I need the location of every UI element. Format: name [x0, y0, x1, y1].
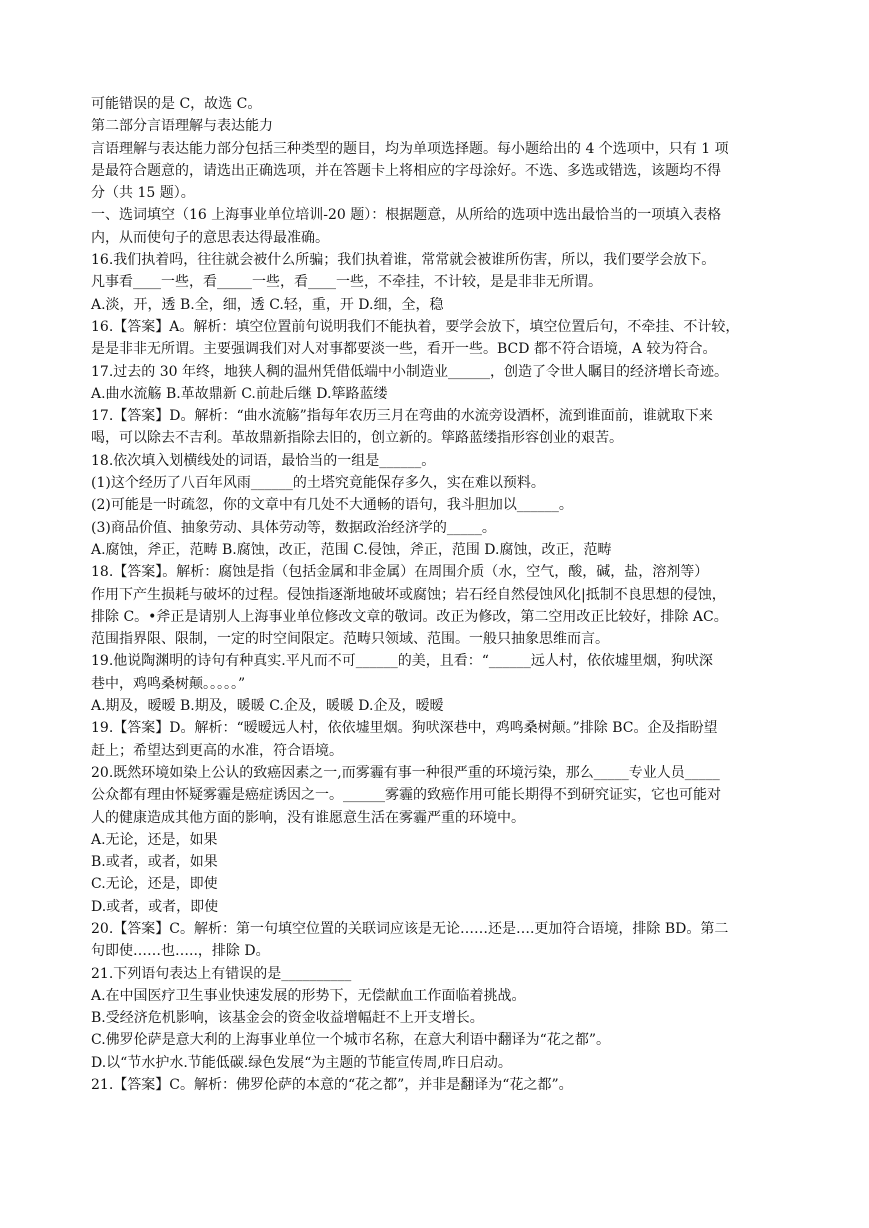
text-line: A.曲水流觞 B.革故鼎新 C.前赴后继 D.筚路蓝缕 [91, 385, 388, 402]
text-line: 内，从而使句子的意思表达得最准确。 [91, 229, 329, 246]
text-line: 19.他说陶渊明的诗句有种真实.平凡而不可______的美，且看：“______远人村，依依墟里烟，狗吠深 [91, 653, 713, 670]
text-line: 可能错误的是 C，故选 C。 [91, 96, 262, 112]
text-line: 凡事看____一些，看_____一些，看____一些，不牵挂，不计较，是是非非无所谓。 [91, 274, 602, 291]
text-line: 21.下列语句表达上有错误的是__________ [91, 965, 352, 982]
text-line: 巷中，鸡鸣桑树颠。。。。。” [91, 675, 246, 692]
text-line: 是最符合题意的，请选出正确选项，并在答题卡上将相应的字母涂好。不选、多选或错选，该题均不得 [91, 162, 721, 179]
text-line: (3)商品价值、抽象劳动、具体劳动等，数据政治经济学的_____。 [91, 519, 496, 536]
text-line: 19.【答案】D。解析：“暧暧远人村，依依墟里烟。狗吠深巷中，鸡鸣桑树颠。”排除 BC。企及指盼望 [91, 720, 718, 737]
document-page [91, 93, 781, 1096]
text-line: 排除 C。•斧正是请别人上海事业单位修改文章的敬词。改正为修改，第二空用改正比较好，排除 AC。 [91, 608, 728, 625]
text-line: C.佛罗伦萨是意大利的上海事业单位一个城市名称，在意大利语中翻译为“花之都”。 [91, 1032, 610, 1049]
text-line: 人的健康造成其他方面的影响，没有谁愿意生活在雾霾严重的环境中。 [91, 809, 525, 826]
text-line: 公众都有理由怀疑雾霾是癌症诱因之一。______雾霾的致癌作用可能长期得不到研究证实，它也可能对 [91, 787, 721, 804]
text-line: 句即使……也…..，排除 D。 [91, 943, 270, 960]
text-line: 一、选词填空（16 上海事业单位培训-20 题）：根据题意，从所给的选项中选出最恰当的一项填入表格 [91, 207, 722, 224]
text-line: (2)可能是一时疏忽，你的文章中有几处不大通畅的语句，我斗胆加以______。 [91, 497, 573, 514]
text-line: A.无论，还是，如果 [91, 831, 218, 848]
text-line: A.在中国医疗卫生事业快速发展的形势下，无偿献血工作面临着挑战。 [91, 987, 526, 1004]
text-line: 18.【答案】。解析：腐蚀是指（包括金属和非金属）在周围介质（水，空气，酸，碱，盐，溶剂等） [91, 564, 709, 581]
text-line: D.以“节水护水.节能低碳.绿色发展“为主题的节能宣传周,昨日启动。 [91, 1054, 512, 1071]
text-line: 是是非非无所谓。主要强调我们对人对事都要淡一些，看开一些。BCD 都不符合语境，A 较为符合。 [91, 341, 717, 358]
text-line: A.腐蚀，斧正，范畴 B.腐蚀，改正，范围 C.侵蚀，斧正，范围 D.腐蚀，改正，范畴 [91, 541, 612, 558]
text-line: 第二部分言语理解与表达能力 [91, 118, 273, 135]
text-line: 作用下产生损耗与破坏的过程。侵蚀指逐渐地破坏或腐蚀；岩石经自然侵蚀风化|抵制不良思想的侵蚀， [91, 586, 726, 603]
text-line: 分（共 15 题）。 [91, 185, 195, 202]
text-line: 20.既然环境如染上公认的致癌因素之一,而雾霾有事一种很严重的环境污染，那么_____专业人员_____ [91, 764, 720, 781]
text-line: 范围指界限、限制，一定的时空间限定。范畴只领域、范围。一般只抽象思维而言。 [91, 631, 609, 648]
text-line: 17.【答案】D。解析：“曲水流觞”指每年农历三月在弯曲的水流旁设酒杯，流到谁面前，谁就取下来 [91, 408, 713, 425]
text-line: B.或者，或者，如果 [91, 854, 218, 871]
text-line: 18.依次填入划横线处的词语，最恰当的一组是______。 [91, 452, 436, 469]
text-line: B.受经济危机影响，该基金会的资金收益增幅赶不上开支增长。 [91, 1010, 484, 1027]
text-line: 16.【答案】A。解析：填空位置前句说明我们不能执着，要学会放下，填空位置后句，不牵挂、不计较， [91, 318, 740, 335]
text-line: 17.过去的 30 年终，地狭人稠的温州凭借低端中小制造业______，创造了令世人瞩目的经济增长奇迹。 [91, 363, 728, 380]
text-line: 16.我们执着吗，往往就会被什么所骗；我们执着谁，常常就会被谁所伤害，所以，我们要学会放下。 [91, 252, 716, 269]
text-line: 21.【答案】C。解析：佛罗伦萨的本意的“花之都”，并非是翻译为“花之都”。 [91, 1077, 573, 1094]
text-line: 言语理解与表达能力部分包括三种类型的题目，均为单项选择题。每小题给出的 4 个选项中，只有 1 项 [91, 140, 729, 157]
text-line: 喝，可以除去不吉利。革故鼎新指除去旧的，创立新的。筚路蓝缕指形容创业的艰苦。 [91, 430, 623, 447]
text-line: A.淡，开，透 B.全，细，透 C.轻，重，开 D.细，全，稳 [91, 296, 444, 313]
text-line: 20.【答案】C。解析：第一句填空位置的关联词应该是无论……还是….更加符合语境，排除 BD。第二 [91, 920, 729, 937]
text-line: C.无论，还是，即使 [91, 876, 218, 893]
text-line: A.期及，暧暧 B.期及，暖暖 C.企及，暖暖 D.企及，暧暧 [91, 698, 444, 715]
text-line: 赶上；希望达到更高的水准，符合语境。 [91, 742, 343, 759]
text-line: (1)这个经历了八百年风雨______的土塔究竟能保存多久，实在难以预料。 [91, 475, 545, 492]
text-line: D.或者，或者，即使 [91, 898, 219, 915]
